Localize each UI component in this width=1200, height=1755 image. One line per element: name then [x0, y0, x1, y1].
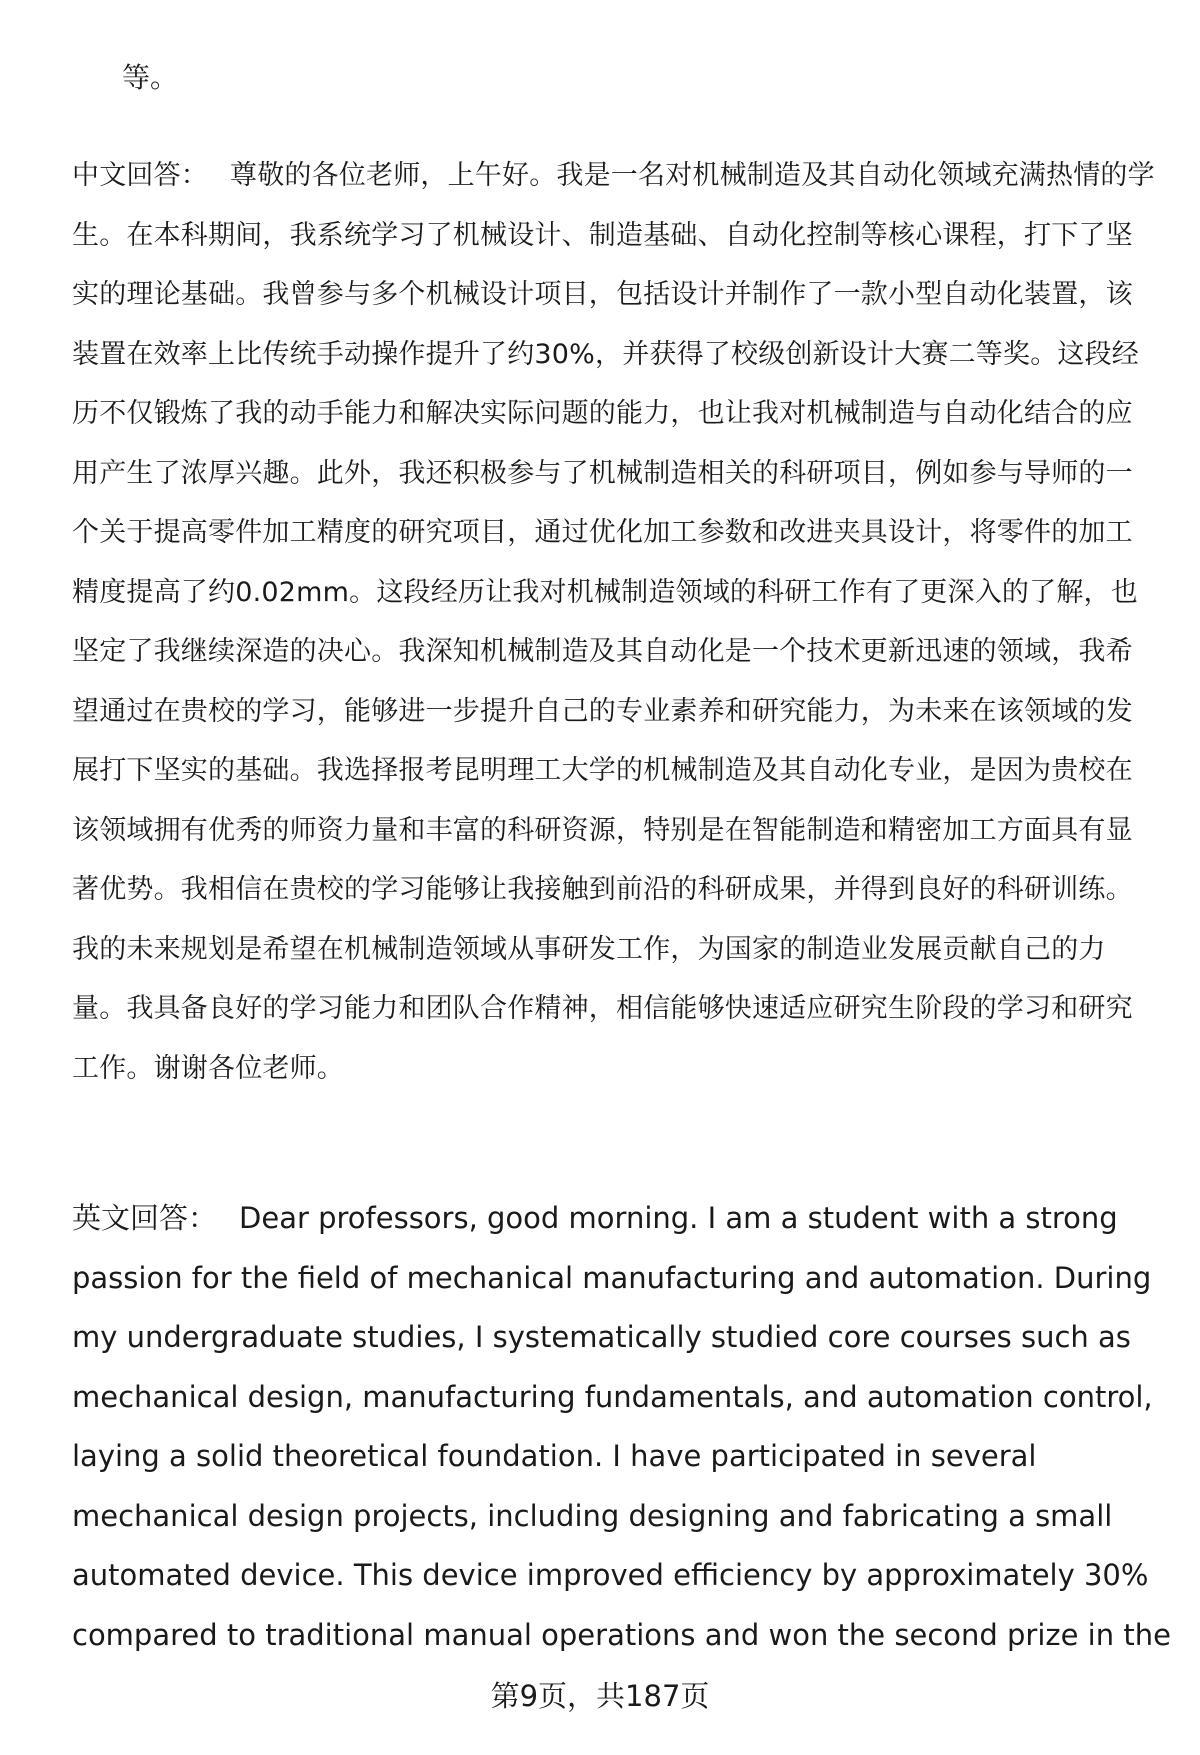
- english-answer-paragraph: [72, 1189, 1172, 1665]
- english-answer-label: 英文回答：: [72, 1201, 218, 1235]
- chinese-answer-label: 中文回答：: [72, 160, 208, 191]
- chinese-answer-text: 尊敬的各位老师，上午好。我是一名对机械制造及其自动化领域充满热情的学生。在本科期间，我系统学习了机械设计、制造基础、自动化控制等核心课程，打下了坚实的理论基础。我曾参与多个机械设计项目，包括设计并制作了一款小型自动化装置，该装置在效率上比传统手动操作提升了约30%，并获得了校级创新设计大赛二等奖。这段经历不仅锻炼了我的动手能力和解决实际问题的能力，也让我对机械制造与自动化结合的应用产生了浓厚兴趣。此外，我还积极参与了机械制造相关的科研项目，例如参与导师的一个关于提高零件加工精度的研究项目，通过优化加工参数和改进夹具设计，将零件的加工精度提高了约0.02mm。这段经历让我对机械制造领域的科研工作有了更深入的了解，也坚定了我继续深造的决心。我深知机械制造及其自动化是一个技术更新迅速的领域，我希望通过在贵校的学习，能够进一步提升自己的专业素养和研究能力，为未来在该领域的发展打下坚实的基础。我选择报考昆明理工大学的机械制造及其自动化专业，是因为贵校在该领域拥有优秀的师资力量和丰富的科研资源，特别是在智能制造和精密加工方面具有显著优势。我相信在贵校的学习能够让我接触到前沿的科研成果，并得到良好的科研训练。我的未来规划是希望在机械制造领域从事研发工作，为国家的制造业发展贡献自己的力量。我具备良好的学习能力和团队合作精神，相信能够快速适应研究生阶段的学习和研究工作。谢谢各位老师。: [72, 160, 1155, 1084]
- chinese-answer-paragraph: [72, 146, 1158, 1098]
- continuation-text: 等。: [122, 61, 179, 94]
- page-number-footer: 第9页，共187页: [490, 1679, 710, 1713]
- english-answer-text: Dear professors, good morning. I am a student with a strong passion for the field of mechanical manufacturing and automation. During my undergraduate studies, I systematically studied core courses such as mechanical design, manufacturing fundamentals, and automation control, laying a solid theoretical foundation. I have participated in several mechanical design projects, including designing and fabricating a small automated device. This device improved efficiency by approximately 30% compared to traditional manual operations and won the second prize in the: [72, 1201, 1171, 1652]
